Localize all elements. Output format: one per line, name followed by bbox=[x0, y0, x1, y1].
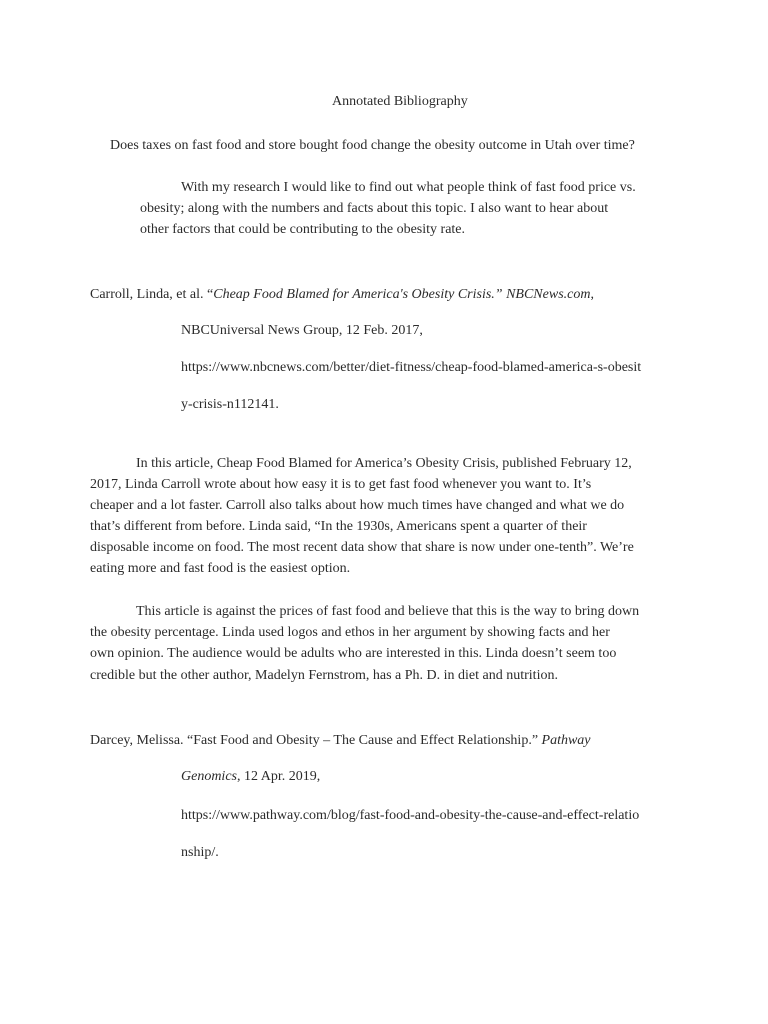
citation-1-url-continued: y-crisis-n112141. bbox=[181, 397, 279, 412]
citation-1-line-2: NBCUniversal News Group, 12 Feb. 2017, bbox=[181, 323, 423, 338]
citation-date: , 12 Apr. 2019, bbox=[237, 769, 321, 784]
annotation-1-para-1-line: In this article, Cheap Food Blamed for America’s Obesity Crisis, published February 12, bbox=[136, 456, 632, 471]
citation-1-url: https://www.nbcnews.com/better/diet-fitness/cheap-food-blamed-america-s-obesit bbox=[181, 360, 642, 375]
citation-2-line-2 bbox=[181, 767, 320, 787]
citation-2-url-continued: nship/. bbox=[181, 845, 219, 860]
citation-container: NBCNews.com bbox=[506, 287, 591, 302]
research-question: Does taxes on fast food and store bought food change the obesity outcome in Utah over time? bbox=[110, 138, 635, 153]
annotation-1-para-2-line: own opinion. The audience would be adults who are interested in this. Linda doesn’t seem too bbox=[90, 646, 617, 661]
citation-title: Cheap Food Blamed for America's Obesity Crisis.” bbox=[213, 287, 503, 302]
annotation-1-para-1-line: that’s different from before. Linda said, “In the 1930s, Americans spent a quarter of their bbox=[90, 519, 587, 534]
intro-line: obesity; along with the numbers and facts about this topic. I also want to hear about bbox=[140, 201, 609, 216]
annotation-1-para-2-line: the obesity percentage. Linda used logos and ethos in her argument by showing facts and her bbox=[90, 625, 610, 640]
citation-container: Pathway bbox=[541, 733, 591, 748]
document-title: Annotated Bibliography bbox=[332, 94, 468, 109]
annotation-1-para-1-line: eating more and fast food is the easiest option. bbox=[90, 561, 351, 576]
citation-1-line-1 bbox=[90, 285, 594, 305]
intro-line: With my research I would like to find out what people think of fast food price vs. bbox=[181, 180, 636, 195]
annotation-1-para-2-line: This article is against the prices of fast food and believe that this is the way to bring down bbox=[136, 604, 640, 619]
annotation-1-para-2-line: credible but the other author, Madelyn Fernstrom, has a Ph. D. in diet and nutrition. bbox=[90, 668, 558, 683]
intro-line: other factors that could be contributing to the obesity rate. bbox=[140, 222, 466, 237]
citation-punct: , bbox=[590, 287, 594, 302]
citation-author: Carroll, Linda, et al. “ bbox=[90, 287, 214, 302]
annotation-1-para-1-line: 2017, Linda Carroll wrote about how easy it is to get fast food whenever you want to. It’s bbox=[90, 477, 592, 492]
citation-2-line-1 bbox=[90, 731, 591, 751]
annotation-1-para-1-line: cheaper and a lot faster. Carroll also talks about how much times have changed and what we do bbox=[90, 498, 625, 513]
citation-2-url: https://www.pathway.com/blog/fast-food-and-obesity-the-cause-and-effect-relatio bbox=[181, 808, 640, 823]
annotation-1-para-1-line: disposable income on food. The most recent data show that share is now under one-tenth”. We’re bbox=[90, 540, 634, 555]
citation-container: Genomics bbox=[181, 769, 237, 784]
citation-author: Darcey, Melissa. “Fast Food and Obesity – The Cause and Effect Relationship.” bbox=[90, 733, 542, 748]
